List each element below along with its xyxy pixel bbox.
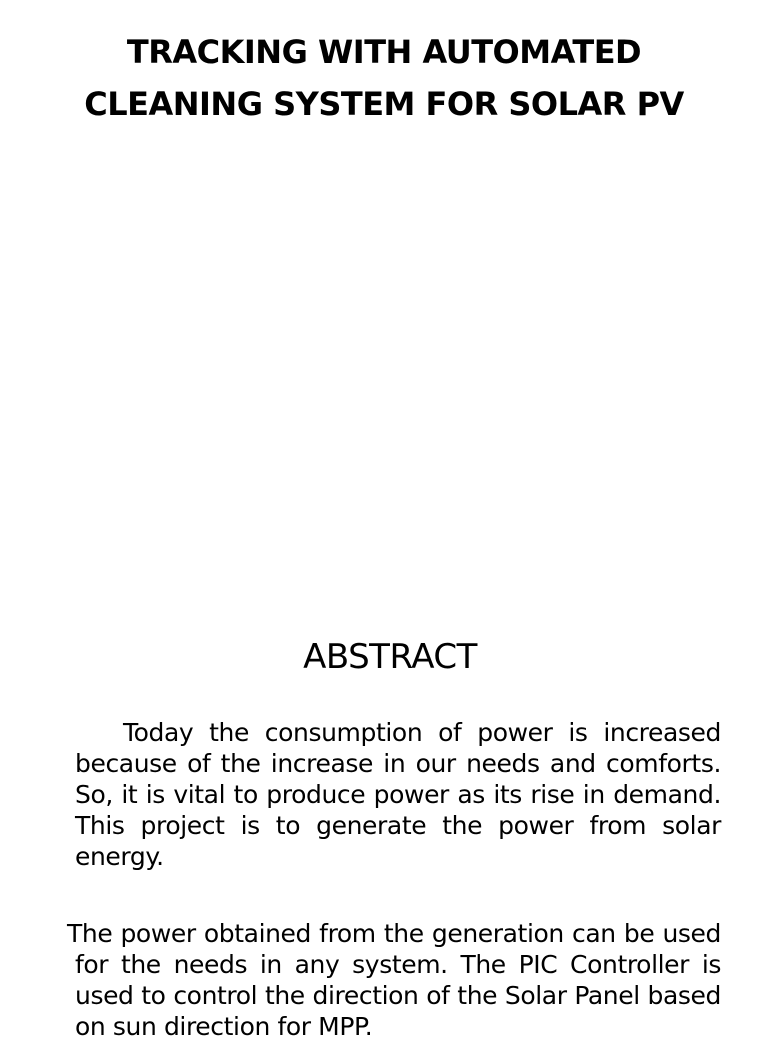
abstract-heading: ABSTRACT bbox=[303, 637, 477, 677]
title-line-2: CLEANING SYSTEM FOR SOLAR PV bbox=[84, 85, 684, 123]
abstract-paragraph-1: Today the consumption of power is increased because of the increase in our needs and comforts. So, it is vital to produce power as its rise in demand. This project is to generate the power from solar energy. bbox=[75, 718, 721, 871]
abstract-paragraph-2: The power obtained from the generation can be used for the needs in any system. The PIC Controller is used to control the direction of the Solar Panel based on sun direction for MPP. bbox=[67, 919, 721, 1041]
title-line-1: TRACKING WITH AUTOMATED bbox=[126, 33, 642, 71]
document-title bbox=[0, 26, 768, 130]
